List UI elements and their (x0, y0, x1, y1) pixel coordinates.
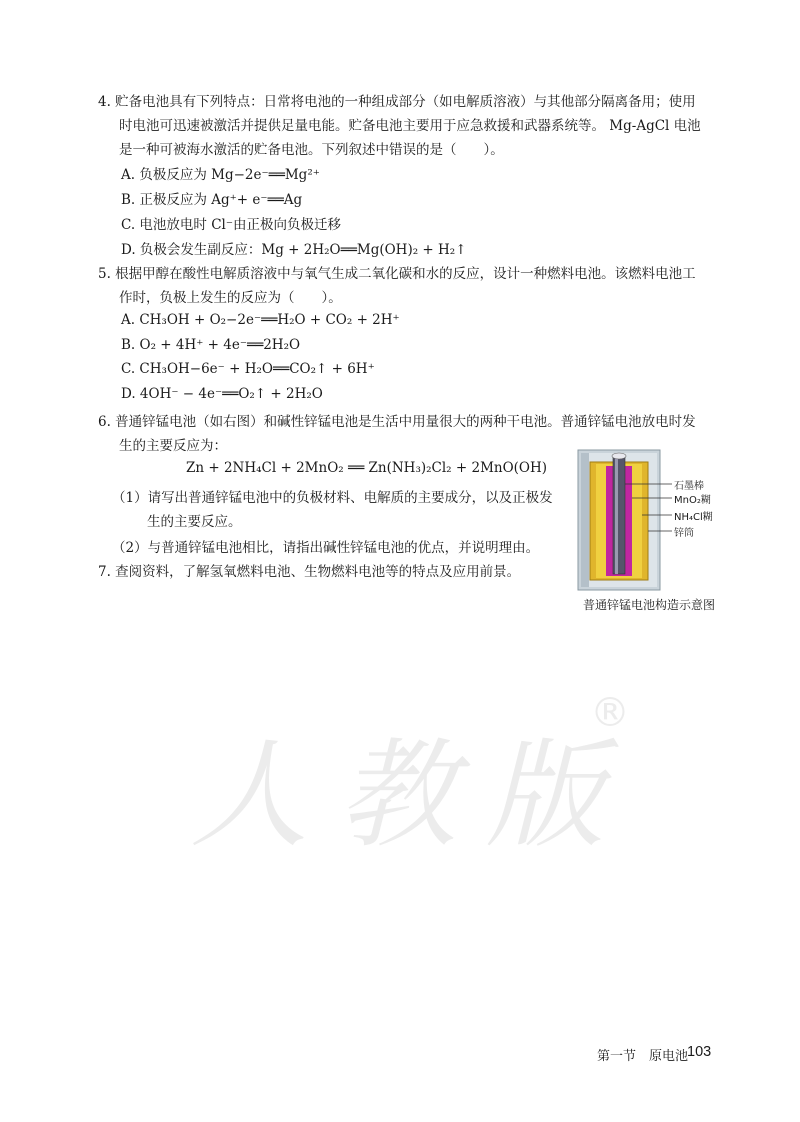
figure-caption: 普通锌锰电池构造示意图 (583, 598, 716, 612)
graphite-rod (613, 456, 625, 574)
q5-option-c: C. CH₃OH−6e⁻ + H₂O══CO₂↑ + 6H⁺ (121, 361, 375, 377)
q4-option-b: B. 正极反应为 Ag⁺+ e⁻══Ag (121, 192, 303, 208)
q6-sub1-line1: （1）请写出普通锌锰电池中的负极材料、电解质的主要成分，以及正极发 (112, 490, 553, 506)
q6-line1: 6. 普通锌锰电池（如右图）和碱性锌锰电池是生活中用量很大的两种干电池。普通锌锰电池放电时发 (98, 414, 696, 430)
q6-sub2: （2）与普通锌锰电池相比，请指出碱性锌锰电池的优点，并说明理由。 (112, 540, 540, 556)
q4-line1: 4. 贮备电池具有下列特点：日常将电池的一种组成部分（如电解质溶液）与其他部分隔离备用；使用 (98, 94, 696, 110)
q5-option-b: B. O₂ + 4H⁺ + 4e⁻══2H₂O (121, 337, 301, 353)
q5-line2: 作时，负极上发生的反应为（ ）。 (119, 290, 342, 306)
label-graphite-rod: 石墨棒 (674, 481, 704, 492)
q5-line1: 5. 根据甲醇在酸性电解质溶液中与氧气生成二氧化碳和水的反应，设计一种燃料电池。该燃料电池工 (98, 266, 696, 282)
label-mno2: MnO₂糊 (674, 495, 711, 506)
q4-line3: 是一种可被海水激活的贮备电池。下列叙述中错误的是（ ）。 (119, 142, 504, 158)
q7-line1: 7. 查阅资料，了解氢氧燃料电池、生物燃料电池等的特点及应用前景。 (98, 564, 521, 580)
rod-cap (612, 453, 626, 459)
footer-section: 第一节 原电池 (597, 1049, 689, 1064)
q6-equation: Zn + 2NH₄Cl + 2MnO₂ ══ Zn(NH₃)₂Cl₂ + 2MnO(OH) (186, 460, 548, 476)
q5-option-d: D. 4OH⁻ − 4e⁻══O₂↑ + 2H₂O (121, 386, 323, 402)
q4-option-c: C. 电池放电时 Cl⁻由正极向负极迁移 (121, 217, 341, 233)
page-number: 103 (687, 1044, 712, 1060)
q6-sub1-line2: 生的主要反应。 (147, 514, 242, 530)
battery-figure (568, 440, 728, 600)
q4-line2: 时电池可迅速被激活并提供足量电能。贮备电池主要用于应急救援和武器系统等。 Mg-AgCl 电池 (119, 118, 701, 134)
q4-option-a: A. 负极反应为 Mg−2e⁻══Mg²⁺ (121, 167, 320, 183)
label-zinc: 锌筒 (674, 528, 694, 539)
watermark (190, 690, 640, 864)
watermark-text: 人教版 (190, 726, 635, 864)
q6-line2: 生的主要反应为： (119, 438, 227, 454)
q4-option-d: D. 负极会发生副反应：Mg + 2H₂O══Mg(OH)₂ + H₂↑ (121, 242, 467, 258)
q5-option-a: A. CH₃OH + O₂−2e⁻══H₂O + CO₂ + 2H⁺ (121, 312, 400, 328)
watermark-registered: ® (590, 690, 630, 736)
label-nh4cl: NH₄Cl糊 (674, 512, 713, 523)
